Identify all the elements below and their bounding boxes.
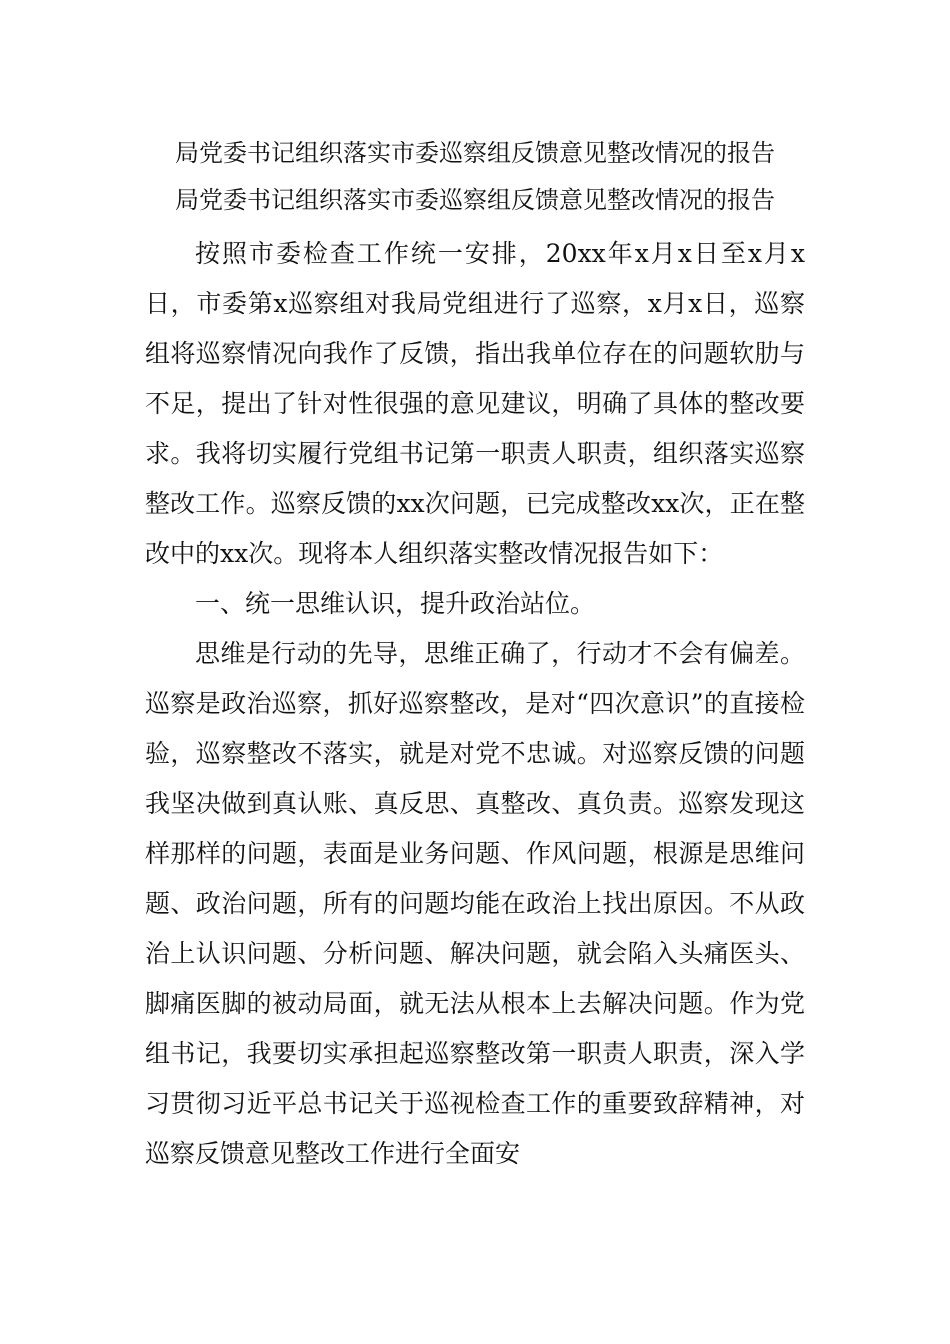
- section-paragraph: 思维是行动的先导，思维正确了，行动才不会有偏差。巡察是政治巡察，抓好巡察整改，是对“四次意识”的直接检验，巡察整改不落实，就是对党不忠诚。对巡察反馈的问题我坚决做到真认账、真反思、真整改、真负责。巡察发现这样那样的问题，表面是业务问题、作风问题，根源是思维问题、政治问题，所有的问题均能在政治上找出原因。不从政治上认识问题、分析问题、解决问题，就会陷入头痛医头、脚痛医脚的被动局面，就无法从根本上去解决问题。作为党组书记，我要切实承担起巡察整改第一职责人职责，深入学习贯彻习近平总书记关于巡视检查工作的重要致辞精神，对巡察反馈意见整改工作进行全面安: [145, 639, 805, 1168]
- document-body: [145, 229, 805, 1179]
- document-title-repeat: 局党委书记组织落实市委巡察组反馈意见整改情况的报告: [175, 186, 775, 214]
- intro-paragraph: 按照市委检查工作统一安排，20xx年x月x日至x月x日，市委第x巡察组对我局党组进行了巡察，x月x日，巡察组将巡察情况向我作了反馈，指出我单位存在的问题软肋与不足，提出了针对性很强的意见建议，明确了具体的整改要求。我将切实履行党组书记第一职责人职责，组织落实巡察整改工作。巡察反馈的xx次问题，已完成整改xx次，正在整改中的xx次。现将本人组织落实整改情况报告如下：: [145, 239, 805, 568]
- document-title: 局党委书记组织落实市委巡察组反馈意见整改情况的报告: [175, 139, 775, 167]
- section-heading: 一、统一思维认识，提升政治站位。: [195, 589, 596, 618]
